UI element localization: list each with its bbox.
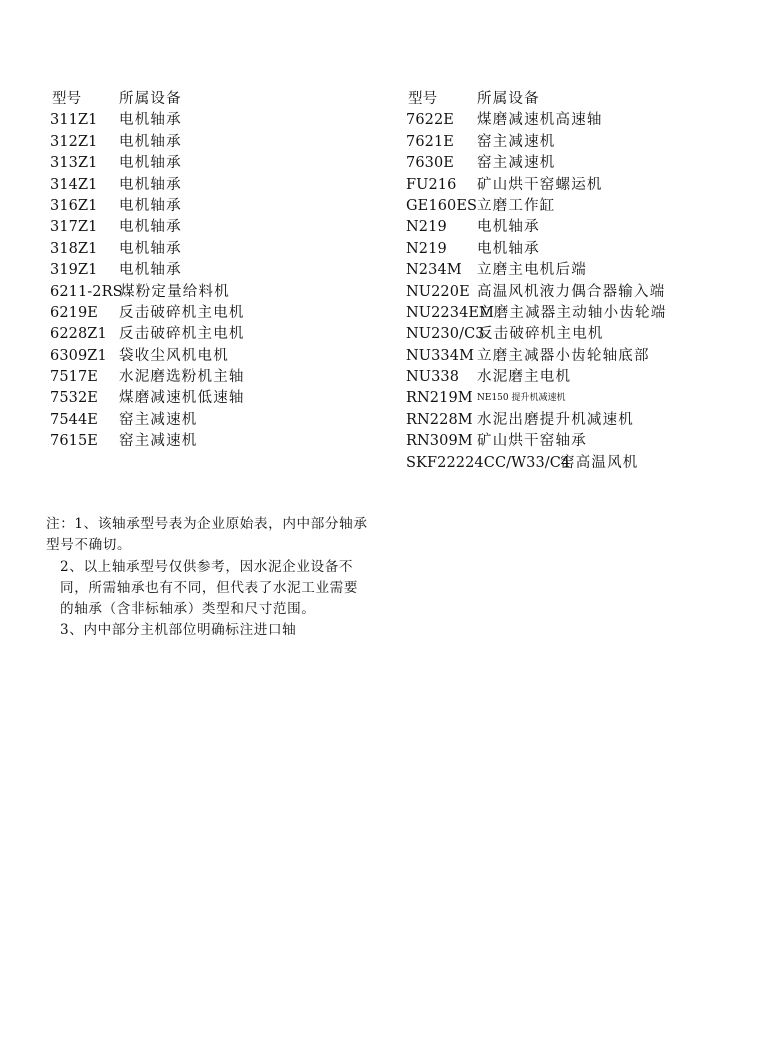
bearing-model: NU230/C3: [406, 326, 485, 343]
equipment-name: 水泥出磨提升机减速机: [477, 411, 634, 428]
equipment-name: 反击破碎机主电机: [119, 304, 245, 321]
equipment-name: 窑高温风机: [560, 454, 639, 471]
equipment-name: 电机轴承: [119, 219, 182, 236]
table-row: [50, 239, 370, 260]
table-row: [50, 217, 370, 238]
bearing-model: 7630E: [406, 155, 454, 172]
note-1: 注：1、该轴承型号表为企业原始表，内中部分轴承型号不确切。: [46, 516, 368, 554]
equipment-name: 水泥磨主电机: [477, 369, 572, 386]
bearing-model: NU2234EM: [406, 304, 495, 321]
model-header: 型号: [52, 91, 82, 107]
table-row: [406, 260, 756, 281]
bearing-model: 312Z1: [50, 133, 98, 150]
table-row: [406, 410, 756, 431]
table-row: [50, 260, 370, 281]
bearing-model: RN228M: [406, 411, 473, 428]
table-row: [50, 153, 370, 174]
equipment-name: 电机轴承: [477, 219, 540, 236]
bearing-model: 6309Z1: [50, 347, 107, 364]
bearing-model: 6211-2RS: [50, 283, 123, 300]
equipment-name: 矿山烘干窑螺运机: [477, 176, 603, 193]
bearing-model: 7615E: [50, 433, 98, 450]
bearing-model: GE160ES: [406, 197, 478, 214]
bearing-model: 314Z1: [50, 176, 98, 193]
table-row: [50, 175, 370, 196]
table-row: [50, 431, 370, 452]
table-row: [406, 346, 756, 367]
bearing-model: 313Z1: [50, 155, 98, 172]
equipment-name: 高温风机液力偶合器输入端: [477, 283, 666, 300]
table-row: [50, 132, 370, 153]
table-row: [406, 217, 756, 238]
equipment-name: 窑主减速机: [119, 411, 198, 428]
table-row: [50, 282, 370, 303]
bearing-model: N234M: [406, 262, 462, 279]
equipment-name: 电机轴承: [119, 112, 182, 129]
bearing-model: 7517E: [50, 369, 98, 386]
equipment-name: 煤磨减速机低速轴: [119, 390, 245, 407]
table-row: [406, 239, 756, 260]
table-row: [406, 453, 756, 474]
bearing-model: NU220E: [406, 283, 470, 300]
equipment-name: 煤粉定量给料机: [120, 283, 230, 300]
equipment-name: 电机轴承: [119, 176, 182, 193]
table-row: [50, 410, 370, 431]
model-header: 型号: [408, 91, 438, 107]
table-header: [50, 89, 370, 110]
equipment-name: 电机轴承: [119, 240, 182, 257]
equipment-name: 窑主减速机: [477, 133, 556, 150]
left-table-rows: [50, 110, 370, 452]
equipment-name: 立磨主减器主动轴小齿轮端: [478, 304, 667, 321]
bearing-model: RN219M: [406, 390, 473, 407]
table-row: [50, 303, 370, 324]
equipment-name: 电机轴承: [119, 262, 182, 279]
equipment-name: 煤磨减速机高速轴: [477, 112, 603, 129]
bearing-model: 7622E: [406, 112, 454, 129]
equipment-header: 所属设备: [119, 91, 182, 107]
bearing-model: FU216: [406, 176, 457, 193]
bearing-model: 316Z1: [50, 197, 98, 214]
equipment-name: 矿山烘干窑轴承: [477, 433, 587, 450]
table-row: [50, 324, 370, 345]
equipment-header: 所属设备: [477, 91, 540, 107]
bearing-model: SKF22224CC/W33/C4: [406, 454, 571, 471]
table-header: [406, 89, 756, 110]
table-row: [50, 388, 370, 409]
table-row: [406, 303, 756, 324]
table-row: [406, 110, 756, 131]
equipment-name: 立磨主电机后端: [477, 262, 587, 279]
bearing-model: N219: [406, 219, 447, 236]
bearing-model: 6219E: [50, 304, 98, 321]
bearing-model: 319Z1: [50, 262, 98, 279]
equipment-name: 电机轴承: [119, 197, 182, 214]
bearing-model: NU338: [406, 369, 460, 386]
equipment-name: 反击破碎机主电机: [478, 326, 604, 343]
right-bearing-table: [406, 89, 756, 474]
equipment-name: NE150 提升机减速机: [477, 393, 566, 404]
bearing-model: N219: [406, 240, 447, 257]
note-2: 2、以上轴承型号仅供参考，因水泥企业设备不同，所需轴承也有不同，但代表了水泥工业需要的轴承（含非标轴承）类型和尺寸范围。: [60, 558, 359, 618]
equipment-name: 窑主减速机: [477, 155, 556, 172]
table-row: [406, 282, 756, 303]
equipment-name: 窑主减速机: [119, 433, 198, 450]
equipment-name: 袋收尘风机电机: [119, 347, 229, 364]
bearing-model: 317Z1: [50, 219, 98, 236]
table-row: [406, 175, 756, 196]
table-row: [406, 324, 756, 345]
equipment-name: 立磨主减器小齿轮轴底部: [477, 347, 650, 364]
bearing-model: NU334M: [406, 347, 475, 364]
bearing-model: 6228Z1: [50, 326, 107, 343]
note-3: 3、内中部分主机部位明确标注进口轴: [60, 622, 297, 639]
table-row: [50, 196, 370, 217]
table-row: [406, 153, 756, 174]
equipment-name: 立磨工作缸: [477, 197, 556, 214]
bearing-model: 7532E: [50, 390, 98, 407]
table-row: [406, 132, 756, 153]
bearing-model: 318Z1: [50, 240, 98, 257]
table-row: [406, 367, 756, 388]
equipment-name: 电机轴承: [119, 133, 182, 150]
left-bearing-table: [50, 89, 370, 453]
bearing-model: 7544E: [50, 411, 98, 428]
table-row: [50, 346, 370, 367]
table-row: [406, 196, 756, 217]
equipment-name: 水泥磨选粉机主轴: [119, 369, 245, 386]
notes-section: [46, 514, 371, 642]
table-row: [406, 388, 756, 409]
bearing-model: 311Z1: [50, 112, 98, 129]
equipment-name: 反击破碎机主电机: [119, 326, 245, 343]
table-row: [406, 431, 756, 452]
table-row: [50, 110, 370, 131]
table-row: [50, 367, 370, 388]
bearing-model: RN309M: [406, 433, 473, 450]
equipment-name: 电机轴承: [119, 155, 182, 172]
right-table-rows: [406, 110, 756, 474]
bearing-model: 7621E: [406, 133, 454, 150]
equipment-name: 电机轴承: [477, 240, 540, 257]
